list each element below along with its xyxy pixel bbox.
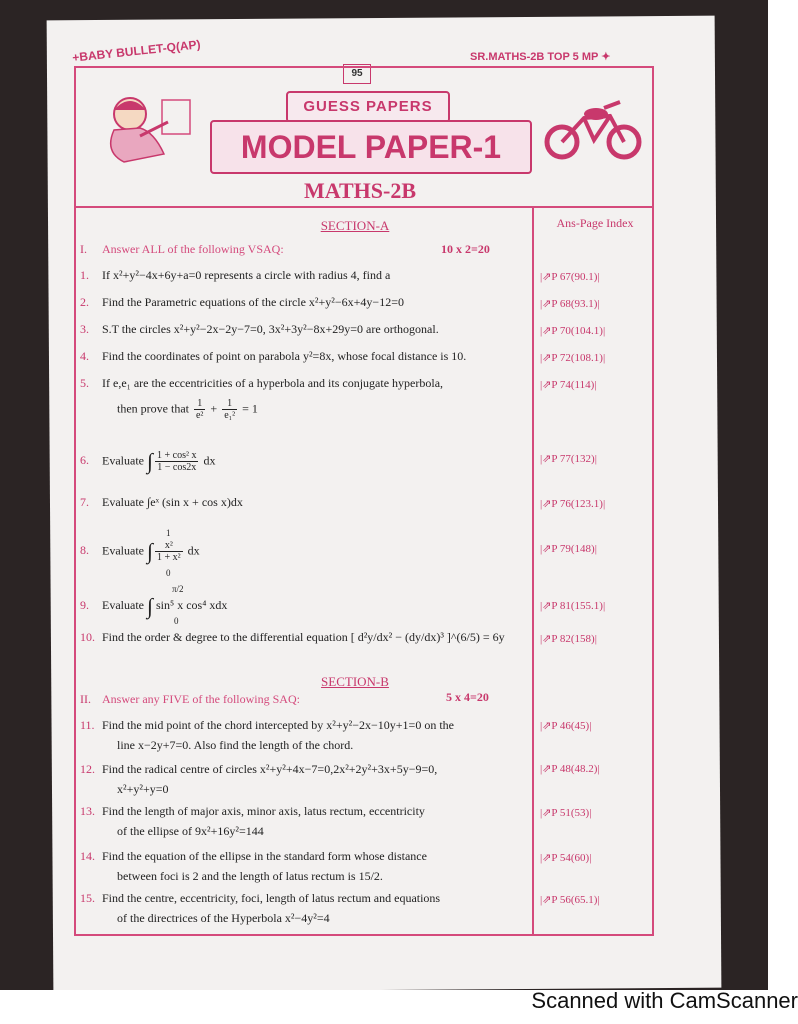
section-a-roman: I. <box>80 242 87 256</box>
ref-q7: |⇗P 76(123.1)| <box>540 498 606 510</box>
subject-title: MATHS-2B <box>303 178 417 203</box>
ref-q4: |⇗P 72(108.1)| <box>540 352 606 364</box>
table-column-rule <box>532 206 534 936</box>
question-3: 3. S.T the circles x²+y²−2x−2y−7=0, 3x²+3y²−8x+29y=0 are orthogonal. <box>80 322 439 336</box>
ref-q3: |⇗P 70(104.1)| <box>540 325 606 337</box>
question-12-cont: x²+y²+y=0 <box>117 782 169 796</box>
boy-body <box>111 128 164 162</box>
q8-lower-limit: 0 <box>166 568 171 578</box>
question-2: 2. Find the Parametric equations of the circle x²+y²−6x+4y−12=0 <box>80 295 404 309</box>
boy-board <box>162 100 190 134</box>
ref-q5: |⇗P 74(114)| <box>540 379 597 391</box>
question-4: 4. Find the coordinates of point on parabola y²=8x, whose focal distance is 10. <box>80 349 467 363</box>
ref-q11: |⇗P 46(45)| <box>540 720 592 732</box>
ref-q13: |⇗P 51(53)| <box>540 807 592 819</box>
question-13: 13. Find the length of major axis, minor axis, latus rectum, eccentricity <box>80 804 425 818</box>
q8-upper-limit: 1 <box>166 528 171 538</box>
camscanner-watermark: Scanned with CamScanner <box>531 988 798 1013</box>
ref-q10: |⇗P 82(158)| <box>540 633 597 645</box>
question-10: 10. Find the order & degree to the differential equation [ d²y/dx² − (dy/dx)³ ]^(6/5) = 6y <box>80 630 505 644</box>
section-b-instruction: Answer any FIVE of the following SAQ: <box>102 692 300 706</box>
section-a-instruction-row <box>80 242 284 256</box>
section-b-heading: SECTION-B <box>321 674 389 689</box>
question-15: 15. Find the centre, eccentricity, foci, length of latus rectum and equations <box>80 891 441 905</box>
q10-equation: [ d²y/dx² − (dy/dx)³ ]^(6/5) = 6y <box>350 630 505 644</box>
section-a-marks: 10 x 2=20 <box>441 242 490 256</box>
table-top-rule <box>74 206 654 208</box>
section-b-roman: II. <box>80 692 91 706</box>
ref-q1: |⇗P 67(90.1)| <box>540 271 600 283</box>
question-6: 6. Evaluate ∫ $\frac{\text{1 + cos² x}}{1 - \cos 2x}$ dx <box>80 448 216 474</box>
bike-body <box>562 102 624 142</box>
question-5: 5. If e,e₁ are the eccentricities of a hyperbola and its conjugate hyperbola, <box>80 376 444 390</box>
boy-illustration <box>84 92 194 172</box>
question-11: 11. Find the mid point of the chord intercepted by x²+y²−2x−10y+1=0 on the <box>80 718 454 732</box>
question-13-cont: of the ellipse of 9x²+16y²=144 <box>117 824 264 838</box>
question-11-cont: line x−2y+7=0. Also find the length of the chord. <box>117 738 354 752</box>
bike-tank <box>584 108 608 120</box>
ref-q14: |⇗P 54(60)| <box>540 852 592 864</box>
question-7: 7. Evaluate ∫eˣ (sin x + cos x)dx <box>80 495 243 509</box>
answer-index-header: Ans-Page Index <box>556 216 634 230</box>
page-number: 95 <box>343 64 371 84</box>
question-1: 1. If x²+y²−4x+6y+a=0 represents a circle with radius 4, find a <box>80 268 391 282</box>
guess-papers-badge: GUESS PAPERS <box>286 91 450 123</box>
model-paper-title: MODEL PAPER-1 <box>210 120 532 174</box>
q9-upper-limit: π/2 <box>172 584 184 594</box>
question-9: 9. Evaluate ∫ sin⁵ x cos⁴ xdx <box>80 593 228 619</box>
ref-q2: |⇗P 68(93.1)| <box>540 298 600 310</box>
section-a-heading: SECTION-A <box>320 218 390 233</box>
header-left: +BABY BULLET-Q(AP) <box>71 37 202 65</box>
ref-q8: |⇗P 79(148)| <box>540 543 597 555</box>
ref-q12: |⇗P 48(48.2)| <box>540 763 600 775</box>
question-8: 8. Evaluate ∫ $\frac{\text{x²}}{\text{1 + x²}}$ dx <box>80 538 200 564</box>
ref-q9: |⇗P 81(155.1)| <box>540 600 606 612</box>
ref-q15: |⇗P 56(65.1)| <box>540 894 600 906</box>
section-a-instruction: Answer ALL of the following VSAQ: <box>102 242 284 256</box>
section-b-marks: 5 x 4=20 <box>446 690 489 704</box>
question-14-cont: between foci is 2 and the length of latus rectum is 15/2. <box>117 869 383 883</box>
header-right: SR.MATHS-2B TOP 5 MP ✦ <box>470 51 611 63</box>
question-14: 14. Find the equation of the ellipse in the standard form whose distance <box>80 849 427 863</box>
motorcycle-illustration <box>544 90 644 166</box>
question-12: 12. Find the radical centre of circles x²+y²+4x−7=0,2x²+2y²+3x+5y−9=0, <box>80 762 438 776</box>
question-5-formula: then prove that $\frac{1}{\text{e²}}$ + $\frac{1}{\text{e₁²}}$ = 1 <box>117 398 258 421</box>
question-15-cont: of the directrices of the Hyperbola x²−4y²=4 <box>117 911 330 925</box>
ref-q6: |⇗P 77(132)| <box>540 453 597 465</box>
section-b-instruction-row <box>80 692 300 706</box>
q9-lower-limit: 0 <box>174 616 179 626</box>
